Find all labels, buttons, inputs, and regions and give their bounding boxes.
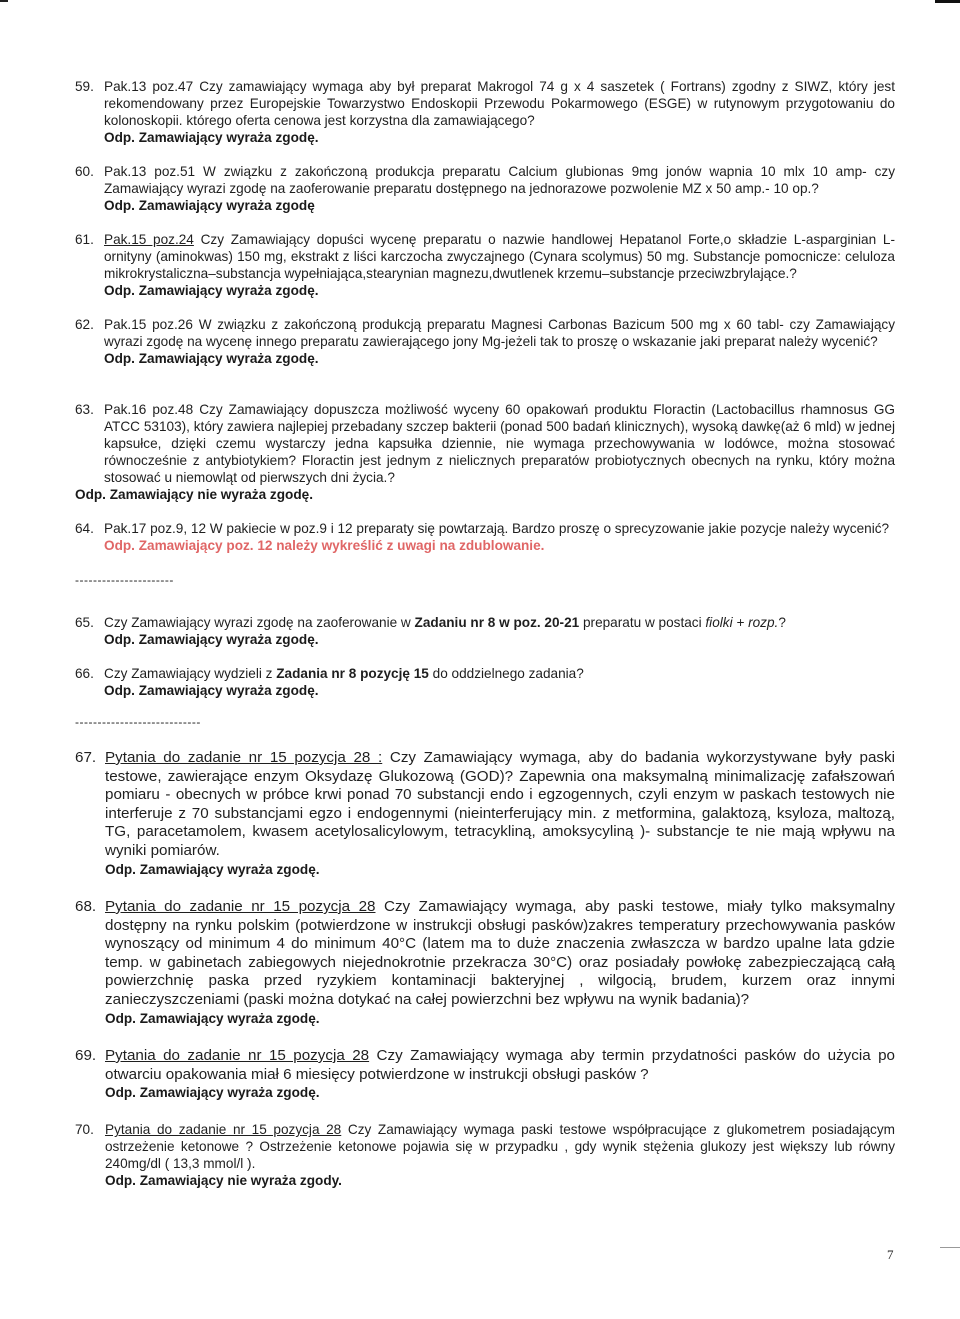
question-bold: Zadania nr 8 pozycję 15 xyxy=(276,666,429,681)
question-body xyxy=(105,898,895,1028)
question-text: preparatu w postaci xyxy=(579,615,706,630)
question-number: 69. xyxy=(75,1047,97,1064)
question-text: Czy Zamawiający wydzieli z xyxy=(104,666,277,681)
question-text: Czy Zamawiający wyrazi zgodę na zaoferowanie w xyxy=(104,615,415,630)
question-body xyxy=(104,231,895,299)
question-64 xyxy=(75,520,895,554)
question-ref: Pak.13 poz.47 xyxy=(104,79,194,94)
question-66 xyxy=(75,665,895,699)
answer: Odp. Zamawiający nie wyraża zgody. xyxy=(105,1173,342,1188)
question-body xyxy=(104,665,895,699)
answer: Odp. Zamawiający wyraża zgodę. xyxy=(105,1085,320,1101)
question-body xyxy=(104,78,895,146)
question-number: 64. xyxy=(75,521,94,536)
question-body xyxy=(105,749,895,879)
question-ref: Pytania do zadanie nr 15 pozycja 28 : xyxy=(105,749,383,766)
question-ref: Pak.13 poz.51 xyxy=(104,164,196,179)
question-text: Czy Zamawiający wymaga paski testowe współpracujące z glukometrem posiadającym ostrzeżenie ketonowe ? Ostrzeżenie ketonowe pojawia się w przypadku , gdy wynik stężenia glukozy jest większy lub równy 240mg/dl ( 13,3 mmol/l ). xyxy=(105,1122,895,1171)
question-ref: Pak.17 poz.9, 12 xyxy=(104,521,207,536)
question-body xyxy=(104,520,895,554)
question-text: Czy Zamawiający dopuści wycenę preparatu o nazwie handlowej Hepatanol Forte,o składzie L-asparginian L-ornityny (aminokwas) 150 mg, ekstrakt z liści karczocha zwyczajnego (Cynara scolymus) 50 mg. Substancje pomocnicze: celuloza mikrokrystaliczna–substancja wypełniająca,stearynian magnezu,dwutlenek krzemu–substancje przeciwzbrylające.? xyxy=(104,232,895,281)
page-number: 7 xyxy=(887,1247,894,1262)
question-body xyxy=(105,1047,895,1103)
answer: Odp. Zamawiający wyraża zgodę. xyxy=(105,1010,320,1026)
question-ref: Pak.16 poz.48 xyxy=(104,402,194,417)
scan-edge-marks xyxy=(0,0,960,5)
question-ref: Pytania do zadanie nr 15 pozycja 28 xyxy=(105,1122,342,1137)
question-65 xyxy=(75,614,895,648)
question-body xyxy=(104,316,895,367)
question-ref: Pak.15 poz.24 xyxy=(104,232,194,247)
question-text: W pakiecie w poz.9 i 12 preparaty się powtarzają. Bardzo proszę o sprecyzowanie jakie pozycje należy wycenić? xyxy=(206,521,890,536)
question-69 xyxy=(75,1047,895,1103)
question-text: Czy Zamawiający wymaga, aby do badania wykorzystywane były paski testowe, zawierające enzym Oksydazę Glukozową (GOD)? Zapewnia ona maksymalną minimalizację zafałszowań pomiaru - obecnych w próbce krwi ponad 70 substancji endo i egzogennych, czyli enzym w paskach testowych nie interferuje z 70 substancjami egzo i endogennymi (nieinterferujący min. z metformina, galaktozą, ksyloza, maltozą, TG, paracetamolem, kwasem acetylosalicylowym, tetracykliną, amoksycyliną )- substancje te nie mają wpływu na wyniki pomiarów. xyxy=(105,749,895,859)
question-ref: Pytania do zadanie nr 15 pozycja 28 xyxy=(105,898,376,915)
separator-line: ---------------------- xyxy=(75,573,174,587)
question-body xyxy=(104,614,895,648)
question-ref: Pak.15 poz.26 xyxy=(104,317,193,332)
question-number: 63. xyxy=(75,402,94,417)
question-number: 61. xyxy=(75,232,94,247)
question-number: 59. xyxy=(75,79,94,94)
question-body xyxy=(105,1121,895,1189)
question-70 xyxy=(75,1121,895,1189)
answer: Odp. Zamawiający wyraża zgodę. xyxy=(104,632,319,647)
question-number: 70. xyxy=(75,1122,94,1137)
question-text: Czy zamawiający wymaga aby był preparat Makrogol 74 g x 4 saszetek ( Fortrans) zgodny z SIWZ, który jest rekomendowany przez Europejskie Towarzystwo Endoskopii Przewodu Pokarmowego (ESGE) w rutynowym przygotowaniu do kolonoskopii. którego oferta cenowa jest korzystna dla zamawiającego? xyxy=(104,79,895,128)
question-bold: Zadaniu nr 8 w poz. 20-21 xyxy=(414,615,580,630)
question-text: Czy Zamawiający dopuszcza możliwość wyceny 60 opakowań produktu Floractin (Lactobacillus rhamnosus GG ATCC 53103), który zawiera najlepiej przebadany szczep bakterii (ponad 500 badań klinicznych), wysoką dawkę(aż 6 mld) w jednej kapsułce, dzięki czemu wystarczy jedna kapsułka dziennie, nie wymaga przechowywania w lodówce, można stosować równocześnie z antybiotykiem? Floractin jest jednym z nielicznych preparatów probiotycznych obecnych na rynku, który można stosować u niemowląt od pierwszych dni życia.? xyxy=(104,402,895,485)
question-italic: fiolki + rozp. xyxy=(705,615,779,630)
question-62 xyxy=(75,316,895,367)
question-text: Czy Zamawiający wymaga, aby paski testowe, miały tylko maksymalny dostępny na rynku polskim (potwierdzone w instrukcji obsługi pasków)zakres temperatury przechowywania pasków wynoszący od minimum 4 do minimum 40°C (latem ma to duże znaczenia zwłaszcza w bardzo upalne lata gdzie temp. w gabinetach zabiegowych niejednokrotnie przekracza 30°C) oraz posiadały powłokę zabezpieczającą całą powierzchnię paska przed ryzykiem kontaminacji bakteryjnej , wilgocią, brudem, kurzem oraz innymi zanieczyszczeniami (paski można dotykać na całej powierzchni bez wpływu na wynik badania)? xyxy=(105,898,895,1008)
answer: Odp. Zamawiający wyraża zgodę. xyxy=(105,861,320,877)
question-number: 68. xyxy=(75,898,97,915)
question-63 xyxy=(75,401,895,503)
answer: Odp. Zamawiający wyraża zgodę. xyxy=(104,283,319,298)
scan-edge-line xyxy=(940,1247,960,1248)
question-61 xyxy=(75,231,895,299)
question-ref: Pytania do zadanie nr 15 pozycja 28 xyxy=(105,1047,370,1064)
question-number: 67. xyxy=(75,749,97,766)
question-text: ? xyxy=(778,615,786,630)
question-text: Czy Zamawiający wymaga aby termin przydatności pasków do użycia po otwarciu opakowania miał 6 miesięcy potwierdzone w instrukcji obsługi pasków ? xyxy=(105,1047,895,1083)
answer: Odp. Zamawiający wyraża zgodę. xyxy=(104,683,319,698)
answer: Odp. Zamawiający wyraża zgodę. xyxy=(104,351,319,366)
question-number: 66. xyxy=(75,666,94,681)
separator-line: ---------------------------- xyxy=(75,715,201,729)
question-number: 65. xyxy=(75,615,94,630)
answer: Odp. Zamawiający nie wyraża zgodę. xyxy=(75,487,313,502)
question-number: 60. xyxy=(75,164,94,179)
question-60 xyxy=(75,163,895,214)
answer: Odp. Zamawiający wyraża zgodę xyxy=(104,198,315,213)
question-text: W związku z zakończoną produkcja preparatu Calcium glubionas 9mg jonów wapnia 10 mlx 10 amp- czy Zamawiający wyrazi zgodę na zaoferowanie preparatu dostępnego na jednorazowe pozwolenie MZ x 50 amp.- 10 op.? xyxy=(104,164,895,196)
question-body xyxy=(104,163,895,214)
answer: Odp. Zamawiający wyraża zgodę. xyxy=(104,130,319,145)
question-68 xyxy=(75,898,895,1028)
question-67 xyxy=(75,749,895,879)
question-text: do oddzielnego zadania? xyxy=(428,666,584,681)
question-59 xyxy=(75,78,895,146)
answer: Odp. Zamawiający poz. 12 należy wykreślić z uwagi na zdublowanie. xyxy=(104,538,545,553)
question-text: W związku z zakończoną produkcją preparatu Magnesi Carbonas Bazicum 500 mg x 60 tabl- czy Zamawiający wyrazi zgodę na wycenę innego preparatu zawierającego jony Mg-jeżeli tak to proszę o wskazanie jaki preparat należy wycenić? xyxy=(104,317,896,349)
question-number: 62. xyxy=(75,317,94,332)
